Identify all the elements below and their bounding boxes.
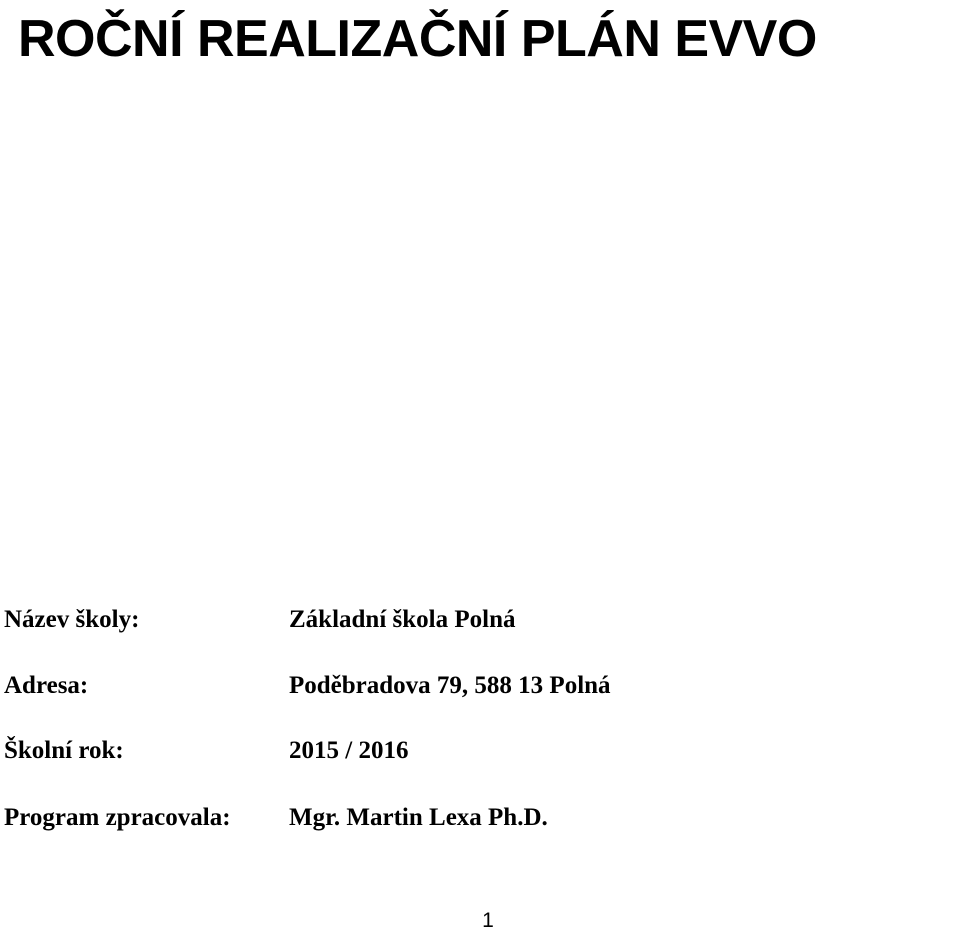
info-row-address — [4, 666, 954, 706]
info-row-program-author — [4, 798, 954, 838]
info-row-school-year — [4, 731, 954, 771]
program-author-label: Program zpracovala: — [4, 804, 231, 831]
program-author-value: Mgr. Martin Lexa Ph.D. — [289, 804, 548, 831]
page-number: 1 — [482, 909, 494, 932]
address-label: Adresa: — [4, 672, 89, 699]
info-row-school-name — [4, 600, 954, 640]
school-name-label: Název školy: — [4, 606, 140, 633]
address-value: Poděbradova 79, 588 13 Polná — [289, 672, 611, 699]
school-year-label: Školní rok: — [4, 737, 124, 764]
school-year-value: 2015 / 2016 — [289, 737, 409, 764]
school-name-value: Základní škola Polná — [289, 606, 516, 633]
document-title: ROČNÍ REALIZAČNÍ PLÁN EVVO — [18, 10, 817, 68]
